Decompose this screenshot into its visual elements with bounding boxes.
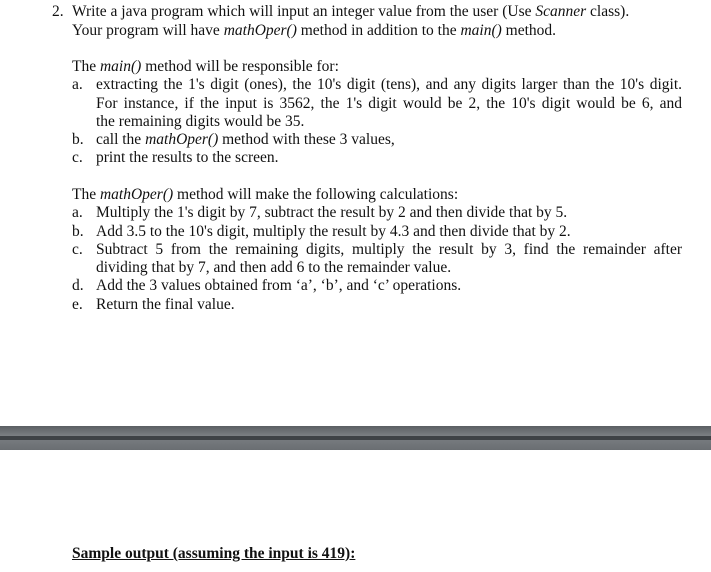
question-block	[52, 3, 692, 40]
question-text: Write a java program which will input an integer value from the user (Use	[72, 3, 536, 20]
list-marker: e.	[72, 295, 83, 313]
question-text: Your program will have	[72, 21, 224, 39]
list-item	[72, 204, 682, 222]
list-item-text: Add the 3 values obtained from ‘a’, ‘b’, and ‘c’ operations.	[96, 277, 462, 295]
mathoper-section-heading: The mathOper() method will make the following calculations:	[72, 186, 459, 203]
question-text-end: method.	[501, 21, 557, 39]
main-method-section	[72, 58, 682, 168]
page-break-divider	[0, 426, 711, 450]
list-marker: a.	[72, 204, 83, 222]
mathoper-method-name: mathOper()	[145, 131, 219, 149]
list-item-text: For instance, if the input is 3562, the 1's digit would be 2, the 10's digit would be 6, and	[96, 94, 682, 112]
list-item-text: Subtract 5 from the remaining digits, multiply the result by 3, find the remainder after	[96, 240, 682, 258]
main-responsibilities-list	[72, 76, 682, 167]
list-marker: a.	[72, 76, 83, 94]
question-text: method in addition to the	[296, 21, 461, 39]
list-item-text: Return the final value.	[96, 295, 235, 313]
question-number: 2.	[52, 3, 64, 20]
page-break-shadow	[0, 436, 711, 440]
list-marker: b.	[72, 131, 84, 149]
list-item	[72, 241, 682, 278]
mathoper-calculations-list	[72, 204, 682, 314]
question-text-end: class).	[586, 3, 630, 20]
list-marker: c.	[72, 240, 83, 258]
list-item-text: the remaining digits would be 35.	[96, 112, 305, 130]
question-line-2	[52, 22, 692, 41]
list-item	[72, 223, 682, 241]
main-method-name: main()	[460, 21, 502, 39]
list-item	[72, 149, 682, 167]
list-item-text: method with these 3 values,	[218, 131, 395, 149]
list-item-text: print the results to the screen.	[96, 149, 279, 167]
list-item-text: call the	[96, 131, 146, 149]
list-item	[72, 277, 682, 295]
main-method-name: main()	[99, 58, 142, 75]
list-item-text: dividing that by 7, and then add 6 to the remainder value.	[96, 259, 452, 277]
list-marker: d.	[72, 277, 84, 295]
scanner-class-name: Scanner	[535, 3, 587, 20]
list-item	[72, 296, 682, 314]
mathoper-method-name: mathOper()	[99, 186, 174, 203]
list-marker: b.	[72, 222, 84, 240]
question-line-1	[52, 3, 692, 22]
main-section-heading: The main() method will be responsible for:	[72, 58, 339, 75]
list-marker: c.	[72, 149, 83, 167]
list-item-text: extracting the 1's digit (ones), the 10's digit (tens), and any digits larger than the 10's digit.	[96, 76, 682, 94]
list-item-text: Add 3.5 to the 10's digit, multiply the result by 4.3 and then divide that by 2.	[96, 222, 571, 240]
list-item-text: Multiply the 1's digit by 7, subtract the result by 2 and then divide that by 5.	[96, 204, 568, 222]
list-item	[72, 131, 682, 149]
mathoper-method-section	[72, 186, 682, 314]
sample-output-heading: Sample output (assuming the input is 419):	[72, 545, 356, 562]
mathoper-method-name: mathOper()	[223, 21, 297, 39]
list-item	[72, 76, 682, 131]
